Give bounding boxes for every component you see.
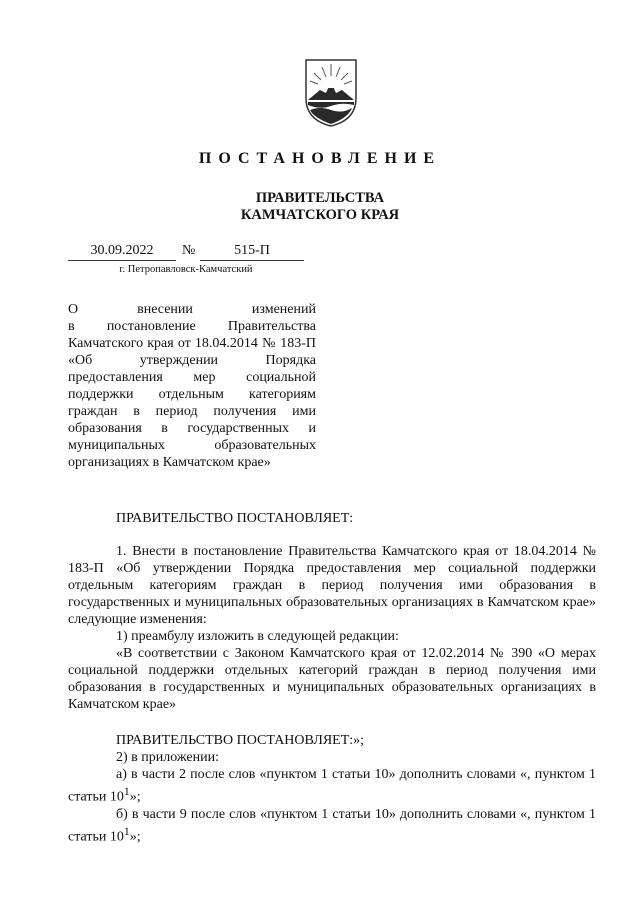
item-a-superscript: 1 bbox=[123, 785, 130, 798]
resolution-heading bbox=[68, 510, 596, 527]
document-number: 515-П bbox=[200, 243, 304, 261]
quoted-preamble: «В соответствии с Законом Камчатского края от 12.02.2014 № 390 «О мерах социальной поддержки отдельных категорий граждан в период получения ими образования в государственных и муниципальных образовательных организациях в Камчатском крае» bbox=[68, 646, 596, 712]
issue-city: г. Петропавловск-Камчатский bbox=[119, 264, 253, 275]
item-a bbox=[68, 766, 596, 806]
subject-first-line: О внесении изменений bbox=[68, 302, 316, 317]
document-title: ПОСТАНОВЛЕНИЕ bbox=[198, 150, 442, 167]
item-1-1: 1) преамбулу изложить в следующей редакции: bbox=[116, 629, 399, 644]
document-subject bbox=[68, 301, 316, 471]
resolution-body-continued bbox=[68, 732, 596, 845]
item-a-text: а) в части 2 после слов «пунктом 1 статьи 10» дополнить словами «, пунктом 1 статьи 10 bbox=[68, 767, 596, 805]
item-1-2: 2) в приложении: bbox=[116, 750, 219, 765]
document-date: 30.09.2022 bbox=[68, 243, 176, 261]
resolves-statement: ПРАВИТЕЛЬСТВО ПОСТАНОВЛЯЕТ: bbox=[116, 511, 354, 526]
kamchatka-coat-of-arms-icon bbox=[302, 58, 360, 128]
item-b-text: б) в части 9 после слов «пунктом 1 статьи 10» дополнить словами «, пунктом 1 статьи 10 bbox=[68, 806, 596, 845]
item-b bbox=[68, 806, 596, 846]
issuer-line-2: КАМЧАТСКОГО КРАЯ bbox=[240, 207, 400, 223]
item-1: 1. Внести в постановление Правительства Камчатского края от 18.04.2014 № 183-П «Об утверждении Порядка предоставления мер социальной поддержки отдельным категориям граждан в период получения ими образования в государственных и муниципальных образовательных организациях в Камчатском крае» следующие изменения: bbox=[68, 544, 596, 627]
resolution-body bbox=[68, 543, 596, 713]
issuer-line-1: ПРАВИТЕЛЬСТВА bbox=[255, 190, 385, 206]
item-b-superscript: 1 bbox=[123, 824, 130, 838]
resolves-quoted: ПРАВИТЕЛЬСТВО ПОСТАНОВЛЯЕТ:»; bbox=[116, 733, 365, 748]
subject-rest: в постановление Правительства Камчатского края от 18.04.2014 № 183-П «Об утверждении Порядка предоставления мер социальной поддержки отдельным категориям граждан в период получения ими образования в государственных и муниципальных образовательных организациях в Камчатском крае» bbox=[68, 319, 316, 470]
item-a-end: »; bbox=[129, 789, 141, 805]
item-b-end: »; bbox=[129, 829, 141, 845]
number-sign: № bbox=[182, 243, 196, 258]
